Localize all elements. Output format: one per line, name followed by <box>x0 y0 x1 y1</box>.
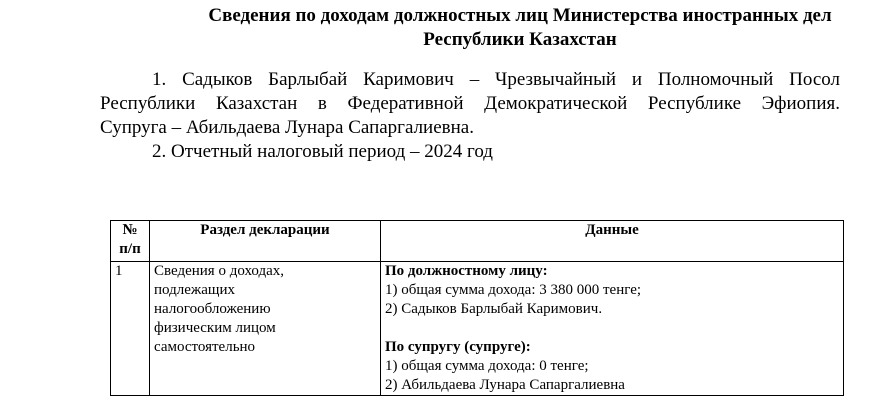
table-row <box>111 262 844 396</box>
spacer <box>385 319 839 338</box>
official-heading: По должностному лицу: <box>385 263 548 279</box>
header-num: № п/п <box>111 221 150 262</box>
document-title <box>100 4 889 52</box>
paragraph-tax-period: 2. Отчетный налоговый период – 2024 год <box>152 141 493 162</box>
section-line: налогообложению <box>154 301 271 317</box>
title-line-1: Сведения по доходам должностных лиц Министерства иностранных дел <box>208 5 832 26</box>
section-line: Сведения о доходах, <box>154 263 284 279</box>
spouse-heading: По супругу (супруге): <box>385 339 531 355</box>
paragraph-line: Республики Казахстан в Федеративной Демократической Республике Эфиопия. <box>100 93 840 114</box>
declaration-table <box>110 220 844 396</box>
row-data <box>381 262 844 396</box>
row-num: 1 <box>111 262 150 396</box>
spouse-income-line: 1) общая сумма дохода: 0 тенге; <box>385 358 589 374</box>
header-data: Данные <box>381 221 844 262</box>
title-line-2: Республики Казахстан <box>423 29 617 50</box>
paragraph-official-info <box>100 68 840 140</box>
official-income-line: 1) общая сумма дохода: 3 380 000 тенге; <box>385 282 642 298</box>
section-line: физическим лицом <box>154 320 276 336</box>
header-section: Раздел декларации <box>150 221 381 262</box>
section-line: подлежащих <box>154 282 235 298</box>
paragraph-line: Супруга – Абильдаева Лунара Сапаргалиевна. <box>100 117 474 138</box>
official-name-line: 2) Садыков Барлыбай Каримович. <box>385 301 603 317</box>
paragraph-line: 1. Садыков Барлыбай Каримович – Чрезвычайный и Полномочный Посол <box>152 69 840 90</box>
spouse-name-line: 2) Абильдаева Лунара Сапаргалиевна <box>385 377 625 393</box>
section-line: самостоятельно <box>154 339 256 355</box>
row-section <box>150 262 381 396</box>
table-header-row <box>111 221 844 262</box>
